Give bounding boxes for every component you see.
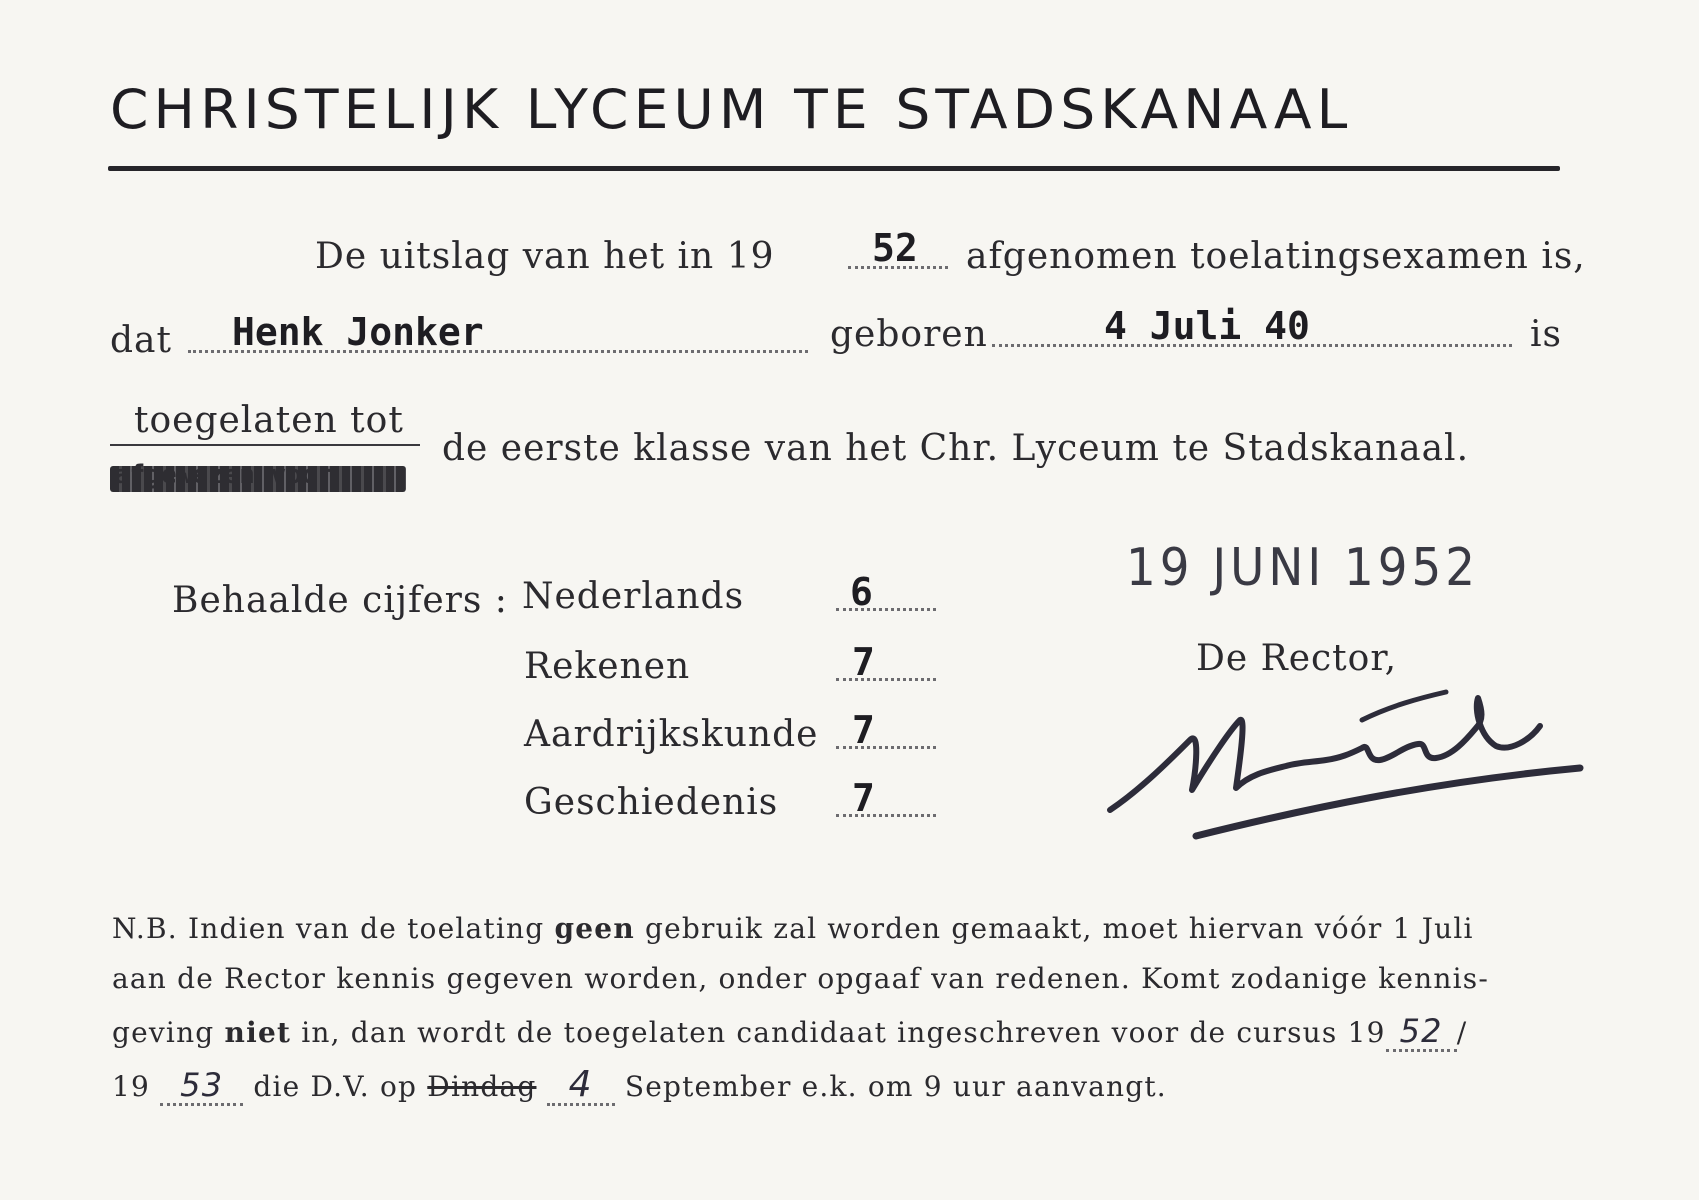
intro-text-1: De uitslag van het in 19 xyxy=(315,236,775,277)
subject-nederlands: Nederlands xyxy=(522,576,745,617)
date-stamp: 19 JUNI 1952 xyxy=(1126,538,1480,598)
rector-signature xyxy=(1100,670,1600,850)
born-label: geboren xyxy=(830,314,988,355)
note-line1-b: gebruik zal worden gemaakt, moet hiervan vóór 1 Juli xyxy=(645,912,1474,945)
admitted-text: toegelaten tot xyxy=(134,400,404,441)
grade-dotted-line xyxy=(836,674,936,681)
subject-geschiedenis: Geschiedenis xyxy=(524,782,779,823)
note-slash: / xyxy=(1456,1016,1468,1049)
grades-label: Behaalde cijfers : xyxy=(172,580,508,621)
day-number-field xyxy=(547,1064,615,1106)
course-year-2: 53 xyxy=(180,1066,224,1104)
grade-rekenen: 7 xyxy=(852,640,875,684)
title-rule xyxy=(108,166,1560,171)
grade-geschiedenis: 7 xyxy=(852,776,875,820)
note-line3-b: in, dan wordt de toegelaten candidaat ingeschreven voor de cursus 19 xyxy=(301,1016,1386,1049)
struck-out-text: afgewezen voor xyxy=(114,460,334,490)
dat-label: dat xyxy=(110,320,172,361)
note-line4-b: September e.k. om 9 uur aanvangt. xyxy=(624,1070,1167,1103)
grade-dotted-line xyxy=(836,742,936,749)
note-line4-19: 19 xyxy=(112,1070,151,1103)
intro-text-2: afgenomen toelatingsexamen is, xyxy=(966,236,1586,277)
is-label: is xyxy=(1530,314,1562,355)
day-number: 4 xyxy=(568,1064,593,1105)
note-line3-a: geving xyxy=(112,1016,215,1049)
grade-dotted-line xyxy=(836,810,936,817)
student-name: Henk Jonker xyxy=(232,310,484,354)
school-title: CHRISTELIJK LYCEUM TE STADSKANAAL xyxy=(110,78,1353,141)
note-geen: geen xyxy=(554,912,635,945)
grade-nederlands: 6 xyxy=(850,570,873,614)
note-line-1 xyxy=(112,912,1474,945)
course-year-1: 52 xyxy=(1399,1012,1443,1050)
subject-rekenen: Rekenen xyxy=(524,646,691,687)
note-line1-a: N.B. Indien van de toelating xyxy=(112,912,545,945)
note-line-3 xyxy=(112,1012,1467,1050)
note-line4-a: die D.V. op xyxy=(253,1070,418,1103)
course-year-2-field xyxy=(160,1066,243,1106)
birth-date: 4 Juli 40 xyxy=(1104,304,1310,348)
note-niet: niet xyxy=(224,1016,292,1049)
choice-divider xyxy=(110,444,420,446)
struck-out-option xyxy=(110,460,406,492)
grade-aardrijkskunde: 7 xyxy=(852,708,875,752)
course-year-1-field xyxy=(1386,1012,1457,1052)
subject-aardrijkskunde: Aardrijkskunde xyxy=(524,714,819,755)
note-line-4 xyxy=(112,1064,1167,1105)
struck-weekday: Dindag xyxy=(427,1070,537,1103)
rector-label: De Rector, xyxy=(1196,638,1398,679)
exam-year: 52 xyxy=(872,226,918,270)
note-line-2: aan de Rector kennis gegeven worden, onder opgaaf van redenen. Komt zodanige kennis- xyxy=(112,962,1490,995)
class-text: de eerste klasse van het Chr. Lyceum te Stadskanaal. xyxy=(442,428,1470,469)
